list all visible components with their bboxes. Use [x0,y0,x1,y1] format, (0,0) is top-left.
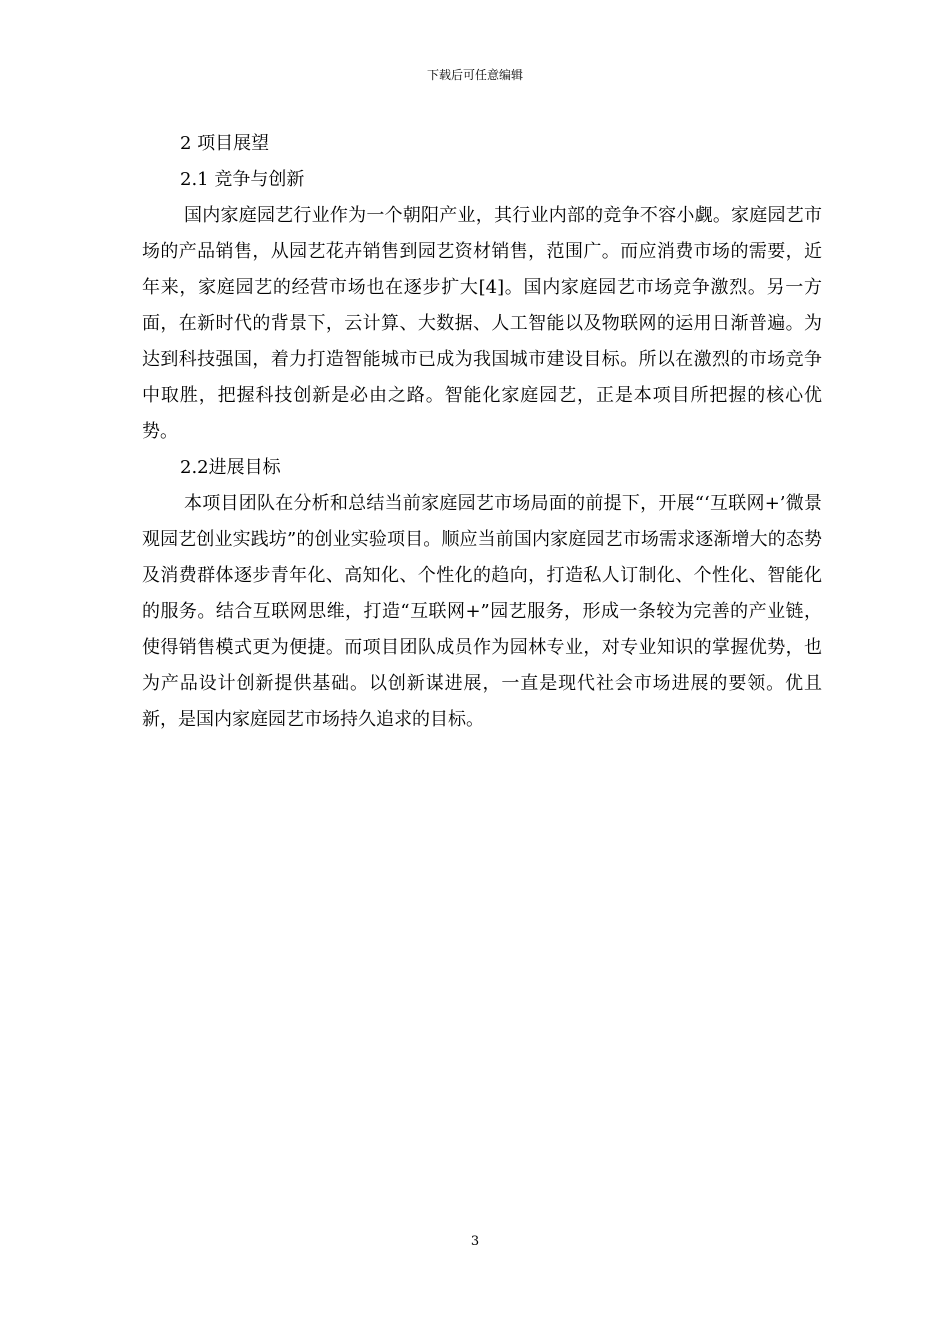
paragraph-competition-innovation: 国内家庭园艺行业作为一个朝阳产业，其行业内部的竞争不容小觑。家庭园艺市场的产品销售，从园艺花卉销售到园艺资材销售，范围广。而应消费市场的需要，近年来，家庭园艺的经营市场也在逐步扩大[4]。国内家庭园艺市场竞争激烈。另一方面，在新时代的背景下，云计算、大数据、人工智能以及物联网的运用日渐普遍。为达到科技强国，着力打造智能城市已成为我国城市建设目标。所以在激烈的市场竞争中取胜，把握科技创新是必由之路。智能化家庭园艺，正是本项目所把握的核心优势。 [142,205,822,442]
header-note: 下载后可任意编辑 [426,68,523,82]
page-number: 3 [470,1234,480,1249]
paragraph-development-goals: 本项目团队在分析和总结当前家庭园艺市场局面的前提下，开展“‘互联网+’微景观园艺创业实践坊”的创业实验项目。顺应当前国内家庭园艺市场需求逐渐增大的态势及消费群体逐步青年化、高知化、个性化的趋向，打造私人订制化、个性化、智能化的服务。结合互联网思维，打造“互联网+”园艺服务，形成一条较为完善的产业链，使得销售模式更为便捷。而项目团队成员作为园林专业，对专业知识的掌握优势，也为产品设计创新提供基础。以创新谋进展，一直是现代社会市场进展的要领。优且新，是国内家庭园艺市场持久追求的目标。 [142,493,822,730]
section-heading-2: 2 项目展望 [180,133,270,154]
document-body [142,126,822,738]
section-heading-2-2: 2.2进展目标 [180,457,281,478]
section-heading-2-1: 2.1 竞争与创新 [180,169,305,190]
